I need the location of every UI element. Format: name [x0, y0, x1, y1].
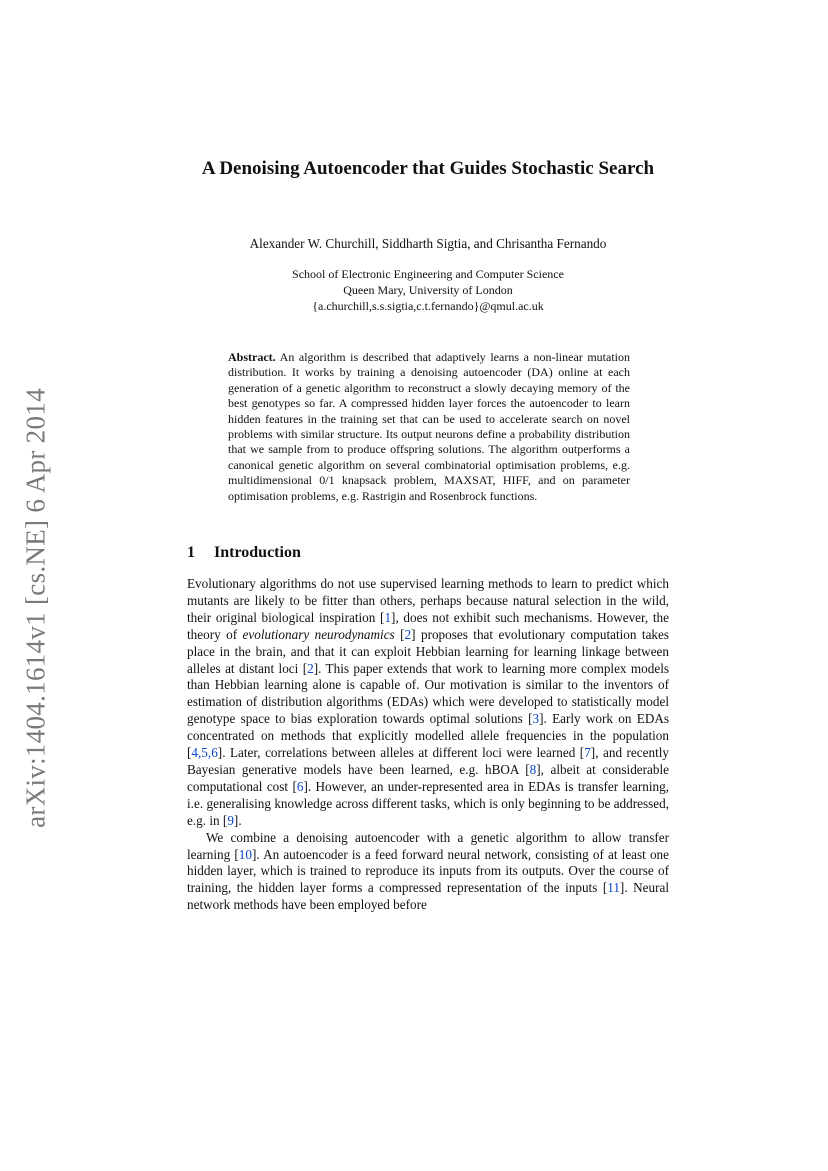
intro-text: . However, an under-represented area in EDAs is transfer learning, i.e. generalising knowledge across different tasks, which is only beginning to be addressed, e.g. in: [187, 778, 669, 828]
affiliation-emails: {a.churchill,s.s.sigtia,c.t.fernando}@qmul.ac.uk: [312, 299, 544, 313]
citation-link[interactable]: [ 10 ]: [234, 847, 256, 862]
intro-text: .: [238, 812, 242, 828]
citation-link[interactable]: [ 2 ]: [400, 627, 415, 642]
citation-link[interactable]: [ 4,5,6 ]: [187, 745, 222, 760]
section-title: Introduction: [214, 544, 301, 561]
intro-text: , albeit at considerable computational cost: [187, 761, 669, 794]
intro-text: . Later, correlations between alleles at different loci were learned: [222, 745, 580, 761]
citation-link[interactable]: [ 11 ]: [603, 880, 625, 895]
intro-text: , and recently Bayesian generative models have been learned, e.g. hBOA: [187, 745, 670, 777]
intro-text: , does not exhibit such mechanisms. However, the theory of: [187, 609, 669, 642]
citation-link[interactable]: [ 8 ]: [525, 762, 540, 777]
citation-link[interactable]: [ 3 ]: [528, 711, 543, 726]
affiliation-university: Queen Mary, University of London: [343, 283, 513, 297]
section-number: 1: [187, 544, 195, 561]
abstract-text: An algorithm is described that adaptively learns a non-linear mutation distribution. It works by training a denoising autoencoder (DA) online at each generation of a genetic algorithm to reconstruct a slowly decaying memory of the best genotypes so far. A compressed hidden layer forces the autoencoder to learn hidden features in the training set that can be used to accelerate search on novel problems with similar structure. Its output neurons define a probability distribution that we sample from to produce offspring solutions. The algorithm outperforms a canonical genetic algorithm on several combinatorial optimisation problems, e.g. multidimensional 0/1 knapsack problem, MAXSAT, HIFF, and on parameter optimisation problems, e.g. Rastrigin and Rosenbrock functions.: [228, 350, 630, 503]
intro-text: We combine a denoising autoencoder with a genetic algorithm to allow transfer learning: [187, 829, 669, 862]
paper-title: A Denoising Autoencoder that Guides Stochastic Search: [201, 158, 655, 179]
introduction-body: [187, 576, 669, 914]
section-heading-introduction: [187, 544, 301, 562]
citation-link[interactable]: [ 1 ]: [380, 610, 395, 625]
abstract-label: Abstract.: [228, 350, 276, 364]
intro-emphasis: evolutionary neurodynamics: [242, 626, 395, 642]
citation-link[interactable]: [ 6 ]: [292, 779, 307, 794]
intro-text: . Early work on EDAs concentrated on methods that explicitly modelled allele frequencies in the population: [187, 711, 669, 744]
affiliation-block: [187, 266, 669, 314]
intro-paragraph-2: [187, 830, 669, 915]
intro-text: proposes that evolutionary computation takes place in the brain, and that it can exploit Hebbian learning for learning linkage between alleles at distant loci: [187, 626, 669, 676]
intro-paragraph-1: [187, 576, 669, 830]
arxiv-identifier-text: arXiv:1404.1614v1 [cs.NE] 6 Apr 2014: [20, 388, 51, 828]
intro-text: . Neural network methods have been employed before: [187, 880, 669, 913]
intro-text: . An autoencoder is a feed forward neural network, consisting of at least one hidden layer, which is trained to reproduce its inputs from its outputs. Over the course of training, the hidden layer forms a compressed representation of the inputs: [187, 846, 670, 896]
abstract-block: [228, 350, 630, 504]
affiliation-department: School of Electronic Engineering and Computer Science: [292, 267, 564, 281]
citation-link[interactable]: [ 7 ]: [580, 745, 595, 760]
author-list: Alexander W. Churchill, Siddharth Sigtia, and Chrisantha Fernando: [249, 236, 607, 251]
arxiv-identifier-stamp: [14, 376, 58, 840]
citation-link[interactable]: [ 2 ]: [303, 661, 318, 676]
intro-text: . This paper extends that work to learning more complex models than Hebbian learning alone is capable of. Our motivation is similar to the inventors of estimation of distribution algorithms (EDAs) which were developed to statistically model genotype space to bias exploration towards optimal solutions: [187, 660, 670, 727]
intro-text: Evolutionary algorithms do not use supervised learning methods to learn to predict which mutants are likely to be fitter than others, perhaps because natural selection in the wild, their original biological inspiration: [187, 576, 669, 625]
citation-link[interactable]: [ 9 ]: [223, 813, 238, 828]
